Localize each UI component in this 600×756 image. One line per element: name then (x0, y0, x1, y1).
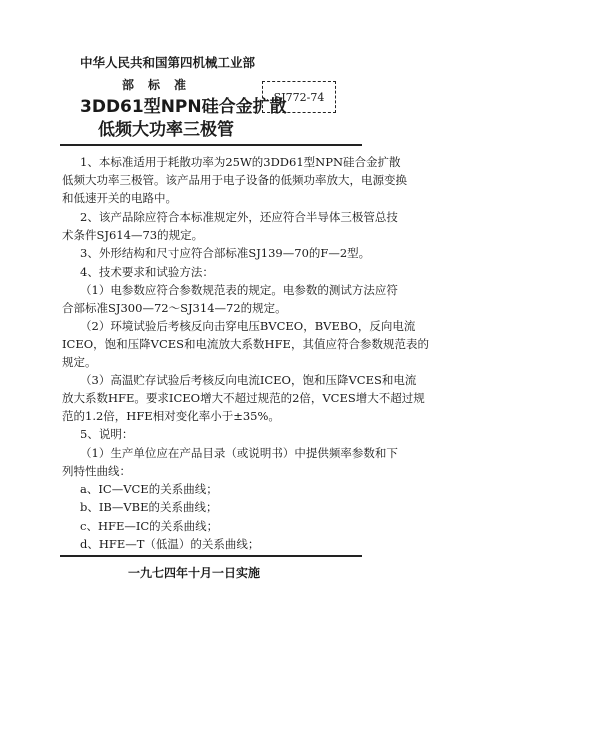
body-text-line: 低频大功率三极管。该产品用于电子设备的低频功率放大，电源变换 (62, 173, 407, 187)
document-title-line1: 3DD61型NPN硅合金扩散 (80, 97, 287, 117)
body-text-line: d、HFE—T（低温）的关系曲线； (80, 537, 260, 551)
body-text-line: ICEO，饱和压降VCES和电流放大系数HFE，其值应符合参数规范表的 (62, 337, 429, 351)
body-text-line: 术条件SJ614—73的规定。 (62, 228, 204, 242)
document-title-line2: 低频大功率三极管 (98, 120, 234, 140)
body-text-line: （1）电参数应符合参数规范表的规定。电参数的测试方法应符 (80, 283, 398, 297)
standard-code-box (262, 81, 336, 113)
header-rule (60, 144, 362, 146)
body-text-line: 5、说明： (80, 427, 134, 441)
body-text-line: 2、该产品除应符合本标准规定外，还应符合半导体三极管总技 (80, 210, 398, 224)
body-text-line: 规定。 (62, 355, 97, 369)
body-text-line: （2）环境试验后考核反向击穿电压BVCEO，BVEBO，反向电流 (80, 319, 416, 333)
body-text-line: （3）高温贮存试验后考核反向电流ICEO，饱和压降VCES和电流 (80, 373, 417, 387)
ministry-name: 中华人民共和国第四机械工业部 (80, 55, 256, 70)
body-text-line: 和低速开关的电路中。 (62, 191, 177, 205)
body-text-line: c、HFE—IC的关系曲线； (80, 519, 219, 533)
body-text-line: 范的1.2倍，HFE相对变化率小于±35%。 (62, 409, 280, 423)
body-text-line: a、IC—VCE的关系曲线； (80, 482, 218, 496)
body-text-line: 3、外形结构和尺寸应符合部标准SJ139—70的F—2型。 (80, 246, 371, 260)
body-text-line: （1）生产单位应在产品目录（或说明书）中提供频率参数和下 (80, 446, 398, 460)
standard-type: 部标准 (122, 78, 201, 92)
body-text-line: 1、本标准适用于耗散功率为25W的3DD61型NPN硅合金扩散 (80, 155, 401, 169)
body-text-line: b、IB—VBE的关系曲线； (80, 500, 218, 514)
body-text-line: 4、技术要求和试验方法： (80, 265, 214, 279)
effective-date: 一九七四年十月一日实施 (128, 566, 261, 580)
footer-rule (60, 555, 362, 557)
body-text-line: 放大系数HFE。要求ICEO增大不超过规范的2倍，VCES增大不超过规 (62, 391, 425, 405)
body-text-line: 合部标准SJ300—72～SJ314—72的规定。 (62, 301, 287, 315)
standard-code: SJ772-74 (273, 90, 325, 104)
body-text-line: 列特性曲线： (62, 464, 131, 478)
